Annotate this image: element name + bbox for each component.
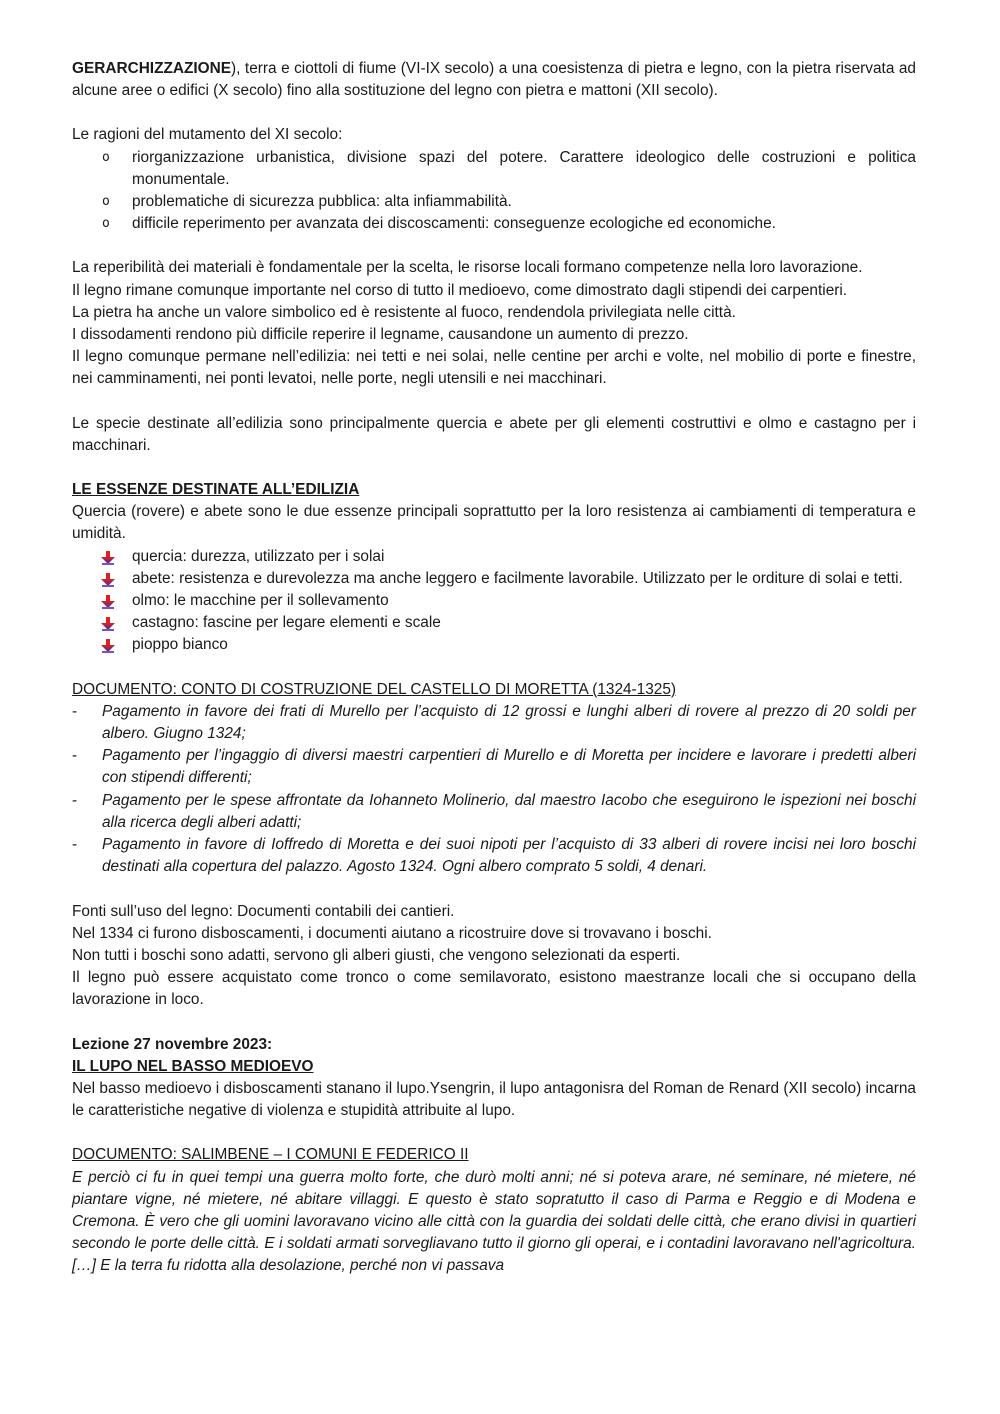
- list-item: abete: resistenza e durevolezza ma anche leggero e facilmente lavorabile. Utilizzato per le orditure di solai e tetti.: [72, 568, 916, 590]
- materials-paragraph: I dissodamenti rendono più difficile reperire il legname, causandone un aumento di prezzo.: [72, 326, 689, 344]
- materials-paragraph: Il legno rimane comunque importante nel corso di tutto il medioevo, come dimostrato dagli stipendi dei carpentieri.: [72, 281, 848, 299]
- list-item: o difficile reperimento per avanzata dei discoscamenti: conseguenze ecologiche ed economiche.: [72, 213, 916, 235]
- essences-heading: LE ESSENZE DESTINATE ALL’EDILIZIA: [72, 481, 360, 499]
- document1-list: [72, 701, 916, 879]
- list-item: pioppo bianco: [72, 634, 916, 656]
- sources-paragraph: Nel 1334 ci furono disboscamenti, i documenti aiutano a ricostruire dove si trovavano i boschi.: [72, 924, 712, 942]
- list-item: - Pagamento per l’ingaggio di diversi maestri carpentieri di Murello e di Moretta per incidere e lavorare i predetti alberi con stipendi differenti;: [72, 747, 916, 787]
- list-marker: o: [102, 194, 110, 210]
- reasons-list: [72, 147, 916, 236]
- list-item: quercia: durezza, utilizzato per i solai: [72, 546, 916, 568]
- list-item: - Pagamento in favore dei frati di Murello per l’acquisto di 12 grossi e lunghi alberi di rovere al prezzo di 20 soldi per albero. Giugno 1324;: [72, 702, 916, 743]
- arrow-down-bullet-icon: [100, 617, 116, 631]
- intro-paragraph: [72, 58, 916, 102]
- arrow-down-bullet-icon: [100, 573, 116, 587]
- list-item: o problematiche di sicurezza pubblica: alta infiammabilità.: [72, 191, 916, 213]
- materials-paragraph: La pietra ha anche un valore simbolico ed è resistente al fuoco, rendendola privilegiata nelle città.: [72, 303, 736, 321]
- document-page: [72, 58, 916, 1278]
- list-marker: -: [72, 791, 78, 809]
- list-item: castagno: fascine per legare elementi e scale: [72, 612, 916, 634]
- list-marker: o: [102, 149, 110, 165]
- sources-paragraph: Il legno può essere acquistato come tronco o come semilavorato, esistono maestranze locali che si occupano della lavorazione in loco.: [72, 969, 916, 1009]
- lesson-title: IL LUPO NEL BASSO MEDIOEVO: [72, 1057, 314, 1075]
- list-item: - Pagamento in favore di Ioffredo di Moretta e dei suoi nipoti per l’acquisto di 33 alberi di rovere incisi nei loro boschi destinati alla copertura del palazzo. Agosto 1324. Ogni albero comprato 5 soldi, 4 denari.: [72, 836, 916, 876]
- materials-paragraph: La reperibilità dei materiali è fondamentale per la scelta, le risorse locali formano competenze nella loro lavorazione.: [72, 259, 863, 277]
- arrow-down-bullet-icon: [100, 639, 116, 653]
- sources-paragraph: Non tutti i boschi sono adatti, servono gli alberi giusti, che vengono selezionati da esperti.: [72, 946, 681, 964]
- list-marker: o: [102, 216, 110, 232]
- intro-bold-term: GERARCHIZZAZIONE: [72, 60, 232, 77]
- list-item: olmo: le macchine per il sollevamento: [72, 590, 916, 612]
- list-marker: -: [72, 747, 78, 765]
- essences-list: [72, 546, 916, 657]
- list-marker: -: [72, 836, 78, 854]
- essences-paragraph: Quercia (rovere) e abete sono le due essenze principali soprattutto per la loro resistenza ai cambiamenti di temperatura e umidità.: [72, 503, 916, 543]
- document2-quote: E perciò ci fu in quei tempi una guerra molto forte, che durò molti anni; né si poteva arare, né seminare, né mietere, né piantare vigne, né mietere, né abitare villaggi. E questo è stato sopratutto il caso di Parma e Reggio e di Modena e Cremona. È vero che gli uomini lavoravano vicino alle città con la guardia dei soldati delle città, che erano divisi in quartieri secondo le porte delle città. E i soldati armati sorvegliavano tutto il giorno gli operai, e i contadini lavoravano nell'agricoltura. […] E la terra fu ridotta alla desolazione, perché non vi passava: [72, 1168, 916, 1275]
- intro-text: ), terra e ciottoli di fiume (VI-IX secolo) a una coesistenza di pietra e legno, con la pietra riservata ad alcune aree o edifici (X secolo) fino alla sostituzione del legno con pietra e mattoni (XII secolo).: [72, 60, 916, 100]
- list-marker: -: [72, 702, 78, 720]
- materials-paragraph: Il legno comunque permane nell’edilizia: nei tetti e nei solai, nelle centine per archi e volte, nel mobilio di porte e finestre, nei camminamenti, nei ponti levatoi, nelle porte, negli utensili e nei macchinari.: [72, 348, 916, 388]
- species-paragraph: Le specie destinate all’edilizia sono principalmente quercia e abete per gli elementi costruttivi e olmo e castagno per i macchinari.: [72, 414, 916, 454]
- sources-paragraph: Fonti sull’uso del legno: Documenti contabili dei cantieri.: [72, 902, 455, 920]
- lesson-paragraph: Nel basso medioevo i disboscamenti stanano il lupo.Ysengrin, il lupo antagonisra del Roman de Renard (XII secolo) incarna le caratteristiche negative di violenza e stupidità attribuite al lupo.: [72, 1079, 916, 1120]
- document1-heading: DOCUMENTO: CONTO DI COSTRUZIONE DEL CASTELLO DI MORETTA (1324-1325): [72, 680, 677, 698]
- document2-heading: DOCUMENTO: SALIMBENE – I COMUNI E FEDERICO II: [72, 1146, 469, 1164]
- list-item: - Pagamento per le spese affrontate da Iohanneto Molinerio, dal maestro Iacobo che eseguirono le ispezioni nei boschi alla ricerca degli alberi adatti;: [72, 791, 916, 831]
- lesson-date: Lezione 27 novembre 2023:: [72, 1035, 273, 1053]
- reasons-heading: Le ragioni del mutamento del XI secolo:: [72, 126, 343, 144]
- list-item: o riorganizzazione urbanistica, divisione spazi del potere. Carattere ideologico delle costruzioni e politica monumentale.: [102, 148, 916, 188]
- arrow-down-bullet-icon: [100, 595, 116, 609]
- arrow-down-bullet-icon: [100, 551, 116, 565]
